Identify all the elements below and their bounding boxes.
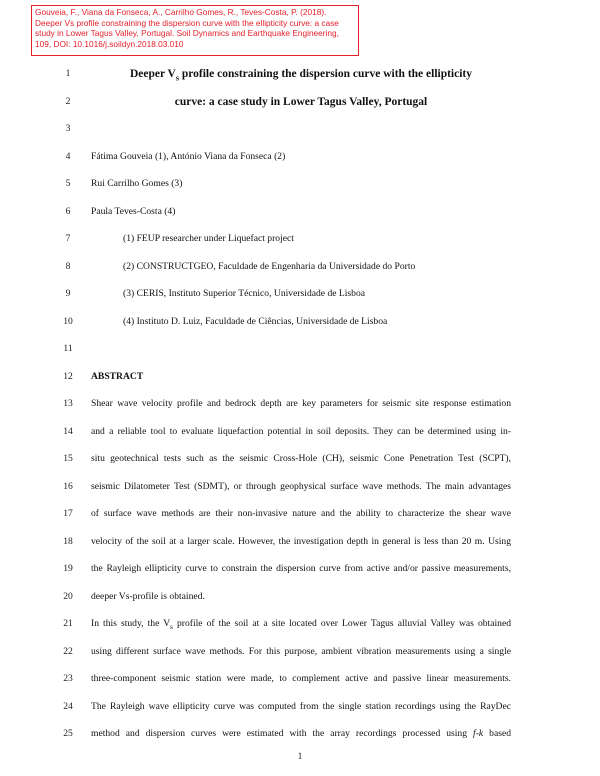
line-number: 4 <box>65 150 71 162</box>
line-number: 9 <box>65 288 71 299</box>
line-12 <box>0 369 600 385</box>
abstract-text: Shear wave velocity profile and bedrock depth are key parameters for seismic site response estimation <box>91 398 511 409</box>
affiliation-4: (4) Instituto D. Luiz, Faculdade de Ciências, Universidade de Lisboa <box>123 315 388 327</box>
abstract-text: The Rayleigh wave ellipticity curve was computed from the single station recordings using the RayDec <box>91 700 511 712</box>
line-21 <box>0 616 600 632</box>
title-line-1: Deeper $V_s$ profile constraining the dispersion curve with the ellipticity <box>129 68 473 83</box>
line-number: 5 <box>65 178 71 189</box>
affiliation-1: (1) FEUP researcher under Liquefact project <box>123 233 294 244</box>
line-22 <box>0 644 600 660</box>
line-number: 12 <box>63 370 73 382</box>
affiliation-2: (2) CONSTRUCTGEO, Faculdade de Engenharia da Universidade do Porto <box>123 260 416 272</box>
abstract-text: In this study, the $V_s$ profile of the soil at a site located over Lower Tagus alluvial Valley was obtained <box>91 618 511 631</box>
line-13 <box>0 396 600 412</box>
line-number: 1 <box>65 68 71 79</box>
citation-notice <box>31 5 359 56</box>
line-number: 23 <box>63 673 73 684</box>
line-number: 13 <box>63 398 73 409</box>
line-number: 17 <box>63 508 73 519</box>
line-number: 3 <box>65 123 71 134</box>
line-1 <box>0 66 600 82</box>
line-number: 8 <box>65 260 71 272</box>
abstract-text: velocity of the soil at a larger scale. However, the investigation depth in general is less than 20 m. Using <box>91 535 511 547</box>
line-number: 15 <box>63 453 73 464</box>
abstract-text: method and dispersion curves were estimated with the array recordings processed using f-k based <box>91 728 511 739</box>
line-11 <box>0 341 600 357</box>
line-number: 25 <box>63 728 73 739</box>
line-number: 20 <box>63 590 73 602</box>
author-line: Paula Teves-Costa (4) <box>91 205 176 217</box>
line-number: 2 <box>65 95 71 107</box>
line-16 <box>0 479 600 495</box>
abstract-text: three-component seismic station were made, to complement active and passive linear measurements. <box>91 673 511 684</box>
line-6 <box>0 204 600 220</box>
authors-line: Fátima Gouveia (1), António Viana da Fonseca (2) <box>91 150 286 162</box>
line-23 <box>0 671 600 687</box>
line-10 <box>0 314 600 330</box>
line-number: 7 <box>65 233 71 244</box>
line-24 <box>0 699 600 715</box>
line-number: 24 <box>63 700 73 712</box>
line-7 <box>0 231 600 247</box>
line-18 <box>0 534 600 550</box>
line-3 <box>0 121 600 137</box>
citation-text: Gouveia, F., Viana da Fonseca, A., Carrilho Gomes, R., Teves-Costa, P. (2018). Deeper Vs profile constraining the dispersion curve with the ellipticity curve: a case study in Lower Tagus Valley, Portugal. Soil Dynamics and Earthquake Engineering, 109, DOI: 10.1016/j.soildyn.2018.03.010 <box>35 7 339 49</box>
line-9 <box>0 286 600 302</box>
abstract-heading: ABSTRACT <box>91 370 144 382</box>
author-line: Rui Carrilho Gomes (3) <box>91 178 183 189</box>
line-number: 19 <box>63 563 73 574</box>
abstract-text: of surface wave methods are their non-invasive nature and the ability to characterize the shear wave <box>91 508 511 519</box>
line-17 <box>0 506 600 522</box>
line-number: 16 <box>63 480 73 492</box>
line-15 <box>0 451 600 467</box>
line-number: 14 <box>63 425 73 437</box>
page-number: 1 <box>297 752 303 762</box>
line-number: 11 <box>63 343 73 354</box>
abstract-text: the Rayleigh ellipticity curve to constrain the dispersion curve from active and/or passive measurements, <box>91 563 511 574</box>
line-number: 18 <box>63 535 73 547</box>
line-19 <box>0 561 600 577</box>
abstract-text: seismic Dilatometer Test (SDMT), or through geophysical surface wave methods. The main advantages <box>91 480 511 492</box>
line-number: 21 <box>63 618 73 629</box>
line-number: 10 <box>63 315 73 327</box>
line-20 <box>0 589 600 605</box>
line-14 <box>0 424 600 440</box>
abstract-text: using different surface wave methods. For this purpose, ambient vibration measurements using a single <box>91 645 511 657</box>
line-number: 22 <box>63 645 73 657</box>
abstract-text: and a reliable tool to evaluate liquefaction potential in soil deposits. They can be determined using in- <box>91 425 511 437</box>
line-8 <box>0 259 600 275</box>
line-4 <box>0 149 600 165</box>
line-5 <box>0 176 600 192</box>
affiliation-3: (3) CERIS, Instituto Superior Técnico, Universidade de Lisboa <box>123 288 366 299</box>
title-line-2: curve: a case study in Lower Tagus Valley, Portugal <box>174 95 428 108</box>
abstract-text: situ geotechnical tests such as the seismic Cross-Hole (CH), seismic Cone Penetration Test (SCPT), <box>91 453 511 464</box>
line-2 <box>0 94 600 110</box>
abstract-text: deeper Vs-profile is obtained. <box>91 590 205 602</box>
line-25 <box>0 726 600 742</box>
line-number: 6 <box>65 205 71 217</box>
